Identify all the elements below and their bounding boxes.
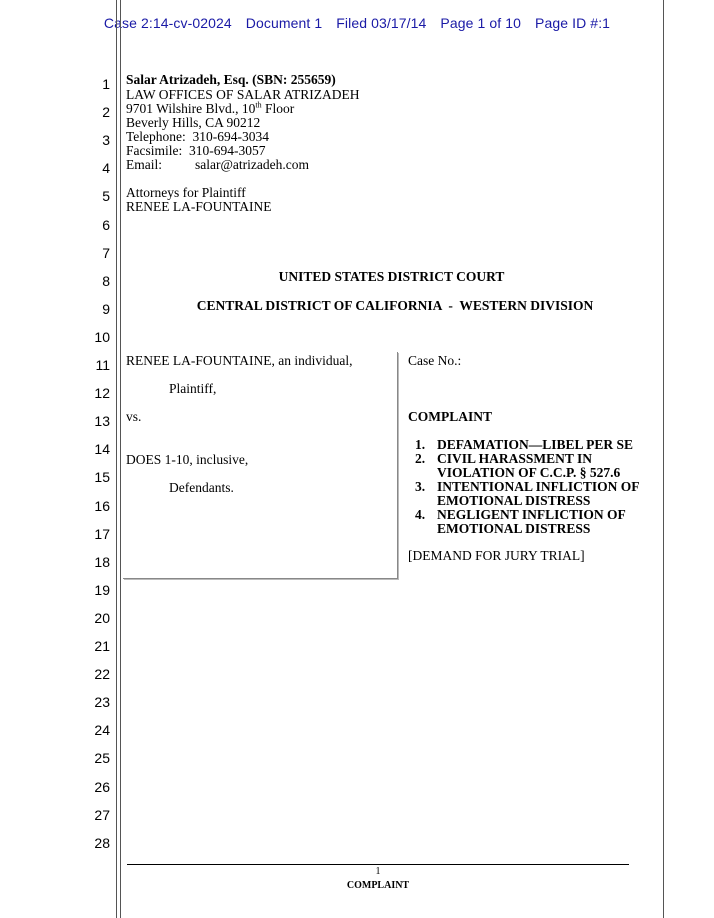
line-number: 28 bbox=[94, 834, 110, 851]
left-margin-rule-outer bbox=[116, 0, 117, 918]
left-margin-rule-inner bbox=[120, 0, 121, 918]
line-number: 12 bbox=[94, 385, 110, 402]
law-firm: LAW OFFICES OF SALAR ATRIZADEH bbox=[126, 87, 360, 102]
line-number: 4 bbox=[102, 160, 110, 177]
versus: vs. bbox=[126, 409, 142, 424]
line-number: 9 bbox=[102, 300, 110, 317]
line-number: 2 bbox=[102, 104, 110, 121]
line-number: 25 bbox=[94, 750, 110, 767]
line-number: 14 bbox=[94, 441, 110, 458]
claim-number: 4. bbox=[415, 507, 426, 522]
court-district: CENTRAL DISTRICT OF CALIFORNIA - WESTERN DIVISION bbox=[196, 298, 594, 313]
line-number: 8 bbox=[102, 272, 110, 289]
line-number: 15 bbox=[94, 469, 110, 486]
filed-date: Filed 03/17/14 bbox=[336, 15, 427, 31]
line-number: 7 bbox=[102, 244, 110, 261]
line-number: 11 bbox=[95, 357, 110, 373]
line-number: 19 bbox=[94, 581, 110, 598]
claim-item bbox=[408, 508, 677, 536]
document-type: COMPLAINT bbox=[408, 409, 492, 424]
claim-text: DEFAMATION—LIBEL PER SE bbox=[437, 437, 634, 452]
telephone: Telephone: 310-694-3034 bbox=[126, 129, 270, 144]
case-number: Case 2:14-cv-02024 bbox=[103, 15, 232, 31]
line-number: 21 bbox=[94, 638, 110, 654]
case-no-label: Case No.: bbox=[408, 353, 462, 368]
page-id: Page ID #:1 bbox=[535, 15, 611, 31]
claim-text: NEGLIGENT INFLICTION OF bbox=[437, 507, 626, 522]
address-line-1: 9701 Wilshire Blvd., 10th Floor bbox=[126, 100, 295, 116]
attorneys-for: Attorneys for Plaintiff bbox=[126, 185, 246, 200]
line-number: 22 bbox=[94, 666, 110, 683]
jury-demand: [DEMAND FOR JURY TRIAL] bbox=[408, 548, 585, 563]
filing-header bbox=[0, 15, 714, 31]
claim-number: 1. bbox=[415, 437, 426, 452]
line-number: 3 bbox=[102, 132, 110, 149]
line-number: 26 bbox=[94, 778, 110, 795]
email: Email: salar@atrizadeh.com bbox=[126, 157, 309, 172]
address-line-2: Beverly Hills, CA 90212 bbox=[126, 115, 261, 130]
footer-title: COMPLAINT bbox=[346, 880, 410, 891]
footer-rule bbox=[127, 864, 629, 865]
claim-text: CIVIL HARASSMENT IN bbox=[437, 451, 593, 466]
claim-number: 2. bbox=[415, 451, 426, 466]
defendants-label: Defendants. bbox=[169, 480, 234, 495]
claim-item bbox=[408, 438, 677, 452]
line-number: 16 bbox=[94, 497, 110, 514]
claim-number: 3. bbox=[415, 479, 426, 494]
claims-list bbox=[408, 438, 677, 536]
line-number: 27 bbox=[94, 806, 110, 823]
claim-text: VIOLATION OF C.C.P. § 527.6 bbox=[437, 465, 621, 480]
line-number: 18 bbox=[94, 553, 110, 570]
line-number: 10 bbox=[94, 328, 110, 345]
line-number: 20 bbox=[94, 609, 110, 626]
line-number: 17 bbox=[94, 525, 110, 542]
plaintiff-name: RENEE LA-FOUNTAINE, an individual, bbox=[126, 353, 353, 368]
claim-text: EMOTIONAL DISTRESS bbox=[437, 493, 591, 508]
page-count: Page 1 of 10 bbox=[440, 15, 522, 31]
line-number: 13 bbox=[94, 413, 110, 430]
plaintiff-label: Plaintiff, bbox=[169, 381, 217, 396]
line-number: 5 bbox=[102, 188, 110, 205]
document-number: Document 1 bbox=[245, 15, 323, 31]
claim-item bbox=[408, 452, 677, 480]
facsimile: Facsimile: 310-694-3057 bbox=[126, 143, 266, 158]
line-number: 24 bbox=[94, 722, 110, 739]
line-number: 23 bbox=[94, 694, 110, 711]
defendants-name: DOES 1-10, inclusive, bbox=[126, 452, 249, 467]
court-name: UNITED STATES DISTRICT COURT bbox=[278, 269, 505, 284]
attorney-name: Salar Atrizadeh, Esq. (SBN: 255659) bbox=[126, 72, 336, 87]
claim-text: INTENTIONAL INFLICTION OF bbox=[437, 479, 640, 494]
claim-text: EMOTIONAL DISTRESS bbox=[437, 521, 591, 536]
line-number: 1 bbox=[102, 76, 110, 92]
client-name: RENEE LA-FOUNTAINE bbox=[126, 199, 272, 214]
footer-page-number: 1 bbox=[375, 866, 381, 877]
claim-item bbox=[408, 480, 677, 508]
line-number: 6 bbox=[102, 216, 110, 233]
